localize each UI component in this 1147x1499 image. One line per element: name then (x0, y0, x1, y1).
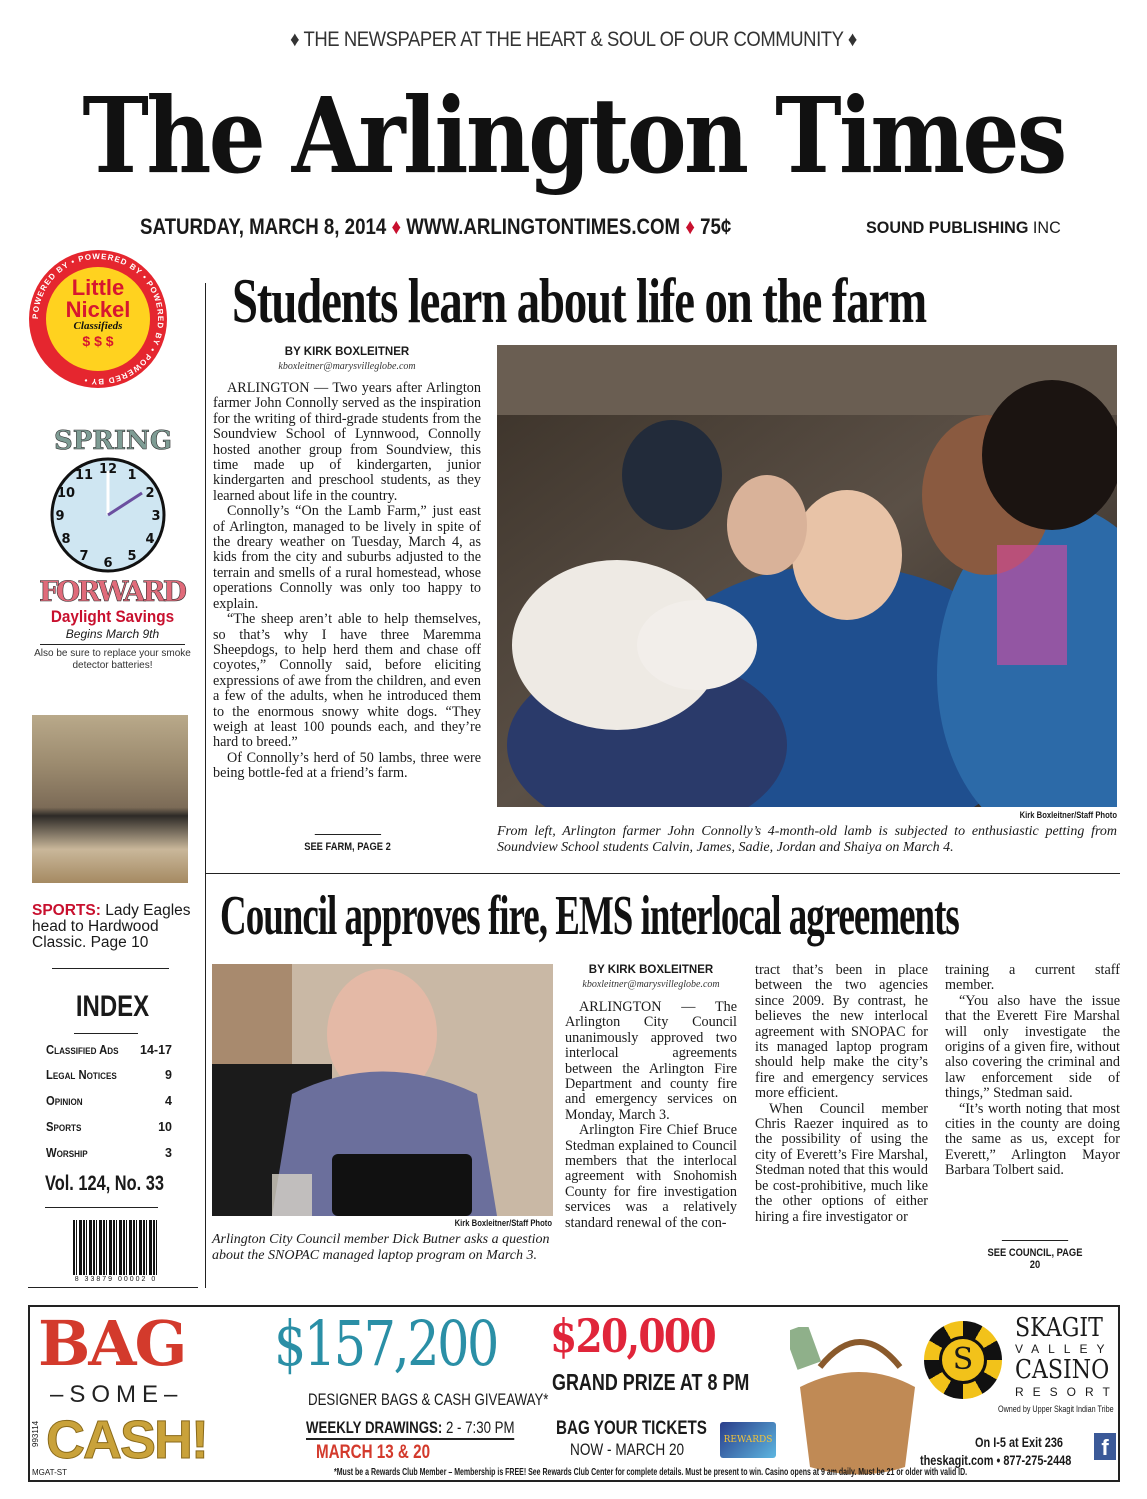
photo-credit: Kirk Boxleitner/Staff Photo (454, 1218, 552, 1228)
publisher (866, 218, 1061, 238)
svg-text:8: 8 (61, 532, 71, 547)
lamb-petting-photo[interactable] (497, 345, 1117, 807)
ad-id: 993114 (31, 1420, 40, 1447)
index-item[interactable] (46, 1094, 172, 1108)
ad-disclaimer: *Must be a Rewards Club Member – Membership is FREE! See Rewards Club Center for complete details. Must be present to win. Casino opens at 9 am daily. Must be 21 or older with valid ID. (334, 1467, 968, 1478)
ad-some-text: –SOME– (50, 1381, 184, 1408)
article-body (213, 381, 481, 782)
photo-caption: Arlington City Council member Dick Butner asks a question about the SNOPAC managed laptop program on March 3. (212, 1232, 550, 1263)
masthead-logo: The Arlington Times (82, 74, 1065, 197)
svg-text:POWERED BY • POWERED BY • POWE (31, 252, 165, 386)
svg-text:7: 7 (79, 549, 89, 564)
article-column (755, 963, 928, 1225)
index-title: INDEX (75, 990, 150, 1023)
paragraph: ARLINGTON — Two years after Arlington farmer John Connolly served as the inspiration for the writing of third-grade students from the Soundview School of Lynnwood, Connolly hosted another group from Soundview, this time made up of kindergarten, junior kindergarten and preschool students, as they learned about life in the country. (213, 380, 481, 504)
sports-teaser[interactable] (32, 903, 192, 951)
index-label: Worship (46, 1146, 88, 1160)
ad-tickets: BAG YOUR TICKETS (556, 1418, 707, 1439)
paragraph: Of Connolly’s herd of 50 lambs, three were being bottle-fed at a friend’s farm. (213, 749, 481, 782)
svg-text:2: 2 (145, 486, 155, 501)
index-page: 10 (158, 1120, 172, 1134)
byline: BY KIRK BOXLEITNER (284, 346, 410, 358)
sports-label: SPORTS: (32, 902, 101, 919)
story-headline[interactable]: Council approves fire, EMS interlocal agreements (220, 885, 959, 947)
index-item[interactable] (46, 1120, 172, 1134)
paragraph: “The sheep aren’t able to help themselves, so that’s why I have three Maremma Sheepdogs, to help herd them and chase off coyotes,” Connolly said, before eliciting expressions of awe from the children, and even a few of the adults, when he introduced them to the enormous snowy white dogs. “They weigh at least 100 pounds each, and they’re hard to breed.” (213, 611, 481, 751)
column-divider (205, 283, 206, 1288)
svg-text:4: 4 (145, 532, 155, 547)
ad-tickets-dates: NOW - MARCH 20 (570, 1440, 685, 1459)
photo-credit: Kirk Boxleitner/Staff Photo (1019, 810, 1117, 820)
index-page: 14-17 (140, 1043, 172, 1057)
index-item[interactable] (46, 1043, 172, 1057)
divider (40, 644, 185, 645)
svg-text:9: 9 (55, 509, 65, 524)
logo-text: Little (71, 275, 125, 300)
svg-text:12: 12 (98, 462, 118, 477)
index-label: Classified Ads (46, 1043, 119, 1057)
ad-cash-text: CASH! (46, 1410, 207, 1470)
website-link[interactable]: WWW.ARLINGTONTIMES.COM (406, 214, 681, 239)
index-page: 4 (165, 1094, 172, 1108)
svg-text:11: 11 (74, 468, 94, 483)
logo-text: Nickel (65, 297, 131, 322)
facebook-icon[interactable]: f (1094, 1433, 1116, 1460)
ad-code: MGAT-ST (32, 1468, 67, 1477)
index-page: 9 (165, 1068, 172, 1082)
paragraph: tract that’s been in place between the two agencies since 2009. By contrast, he believes the new interlocal agreement with SNOPAC for its managed laptop program should help make the city’s fire and emergency services more efficient. (755, 962, 928, 1102)
ad-drawing-dates: MARCH 13 & 20 (316, 1442, 431, 1463)
ad-giveaway: DESIGNER BAGS & CASH GIVEAWAY* (308, 1390, 549, 1409)
paragraph: training a current staff member. (945, 962, 1120, 994)
forward-text: FORWARD (39, 575, 187, 605)
basketball-photo[interactable] (32, 715, 188, 883)
casino-name-3: CASINO (1015, 1355, 1110, 1385)
ad-grand-prize: GRAND PRIZE AT 8 PM (552, 1369, 750, 1395)
index-item[interactable] (46, 1146, 172, 1160)
logo-text: Classifieds (73, 320, 123, 332)
casino-chip-logo: S (924, 1321, 1002, 1399)
barcode-number: 8 33879 00002 0 (66, 1276, 166, 1283)
photo-caption: From left, Arlington farmer John Connolly’s 4-month-old lamb is subjected to enthusiastic petting from Soundview School students Calvin, James, Sadie, Jordan and Shaiya on March 4. (497, 824, 1117, 855)
svg-text:6: 6 (103, 556, 113, 571)
sports-teaser-text: Lady Eagles head to Hardwood Classic. Page 10 (32, 902, 191, 951)
svg-text:5: 5 (127, 549, 137, 564)
handbag-image (790, 1327, 920, 1477)
ad-grand-amount: $20,000 (550, 1309, 715, 1363)
divider (28, 1287, 198, 1288)
spring-text: SPRING (53, 426, 173, 456)
council-member-photo[interactable] (212, 964, 553, 1216)
dateline (140, 214, 731, 240)
index-page: 3 (165, 1146, 172, 1160)
story-headline[interactable]: Students learn about life on the farm (232, 265, 927, 336)
casino-owner: Owned by Upper Skagit Indian Tribe (998, 1404, 1114, 1414)
logo-text: $ $ $ (82, 333, 114, 349)
author-email[interactable]: kboxleitner@marysvilleglobe.com (582, 979, 720, 990)
daylight-savings-notice (30, 607, 195, 672)
casino-name-1: SKAGIT (1015, 1313, 1103, 1343)
diamond-icon: ♦ (391, 214, 402, 239)
casino-location: On I-5 at Exit 236 (975, 1434, 1064, 1450)
casino-advertisement[interactable] (28, 1305, 1120, 1482)
paragraph: “It’s worth noting that most cities in the county are doing the same as us, except for Everett,” Arlington Mayor Barbara Tolbert said. (945, 1100, 1120, 1179)
ring-text: POWERED BY • POWERED BY • POWERED BY • POWERED BY • (30, 251, 166, 387)
paragraph: Arlington Fire Chief Bruce Stedman explained to Council members that the interlocal agreement with Snohomish County for fire investigation services was a relatively standard renewal of the con- (565, 1122, 737, 1231)
paragraph: When Council member Chris Raezer inquired as to the possibility of using the city of Everett’s Fire Marshal, Stedman noted that this would be cost-prohibitive, much like the other options of either hiring a fire investigator or (755, 1100, 928, 1225)
svg-text:10: 10 (56, 486, 76, 501)
powered-by-ring (29, 250, 167, 388)
volume-number: Vol. 124, No. 33 (45, 1172, 164, 1195)
weekly-time: 2 - 7:30 PM (442, 1418, 515, 1437)
rewards-card-icon: REWARDS (720, 1422, 776, 1458)
divider (45, 1207, 158, 1208)
dst-subtitle: Begins March 9th (65, 627, 160, 641)
svg-text:3: 3 (151, 509, 161, 524)
barcode (73, 1220, 157, 1275)
index-label: Legal Notices (46, 1068, 117, 1082)
paragraph: ARLINGTON — The Arlington City Council unanimously approved two interlocal agreements between the Arlington Fire Department and county fire and emergency services on Monday, March 3. (565, 999, 737, 1123)
spring-forward-clock-graphic[interactable] (38, 425, 188, 605)
paragraph: Connolly’s “On the Lamb Farm,” just east of Arlington, managed to be lively in spite of the dreary weather on Tuesday, March 4, as kids from the city and suburbs adjusted to the terrain and smells of a rural homestead, whose operations Connolly was only too happy to explain. (213, 503, 481, 612)
weekly-label: WEEKLY DRAWINGS: (306, 1418, 443, 1437)
publisher-suffix: INC (1032, 218, 1061, 237)
divider (74, 1033, 138, 1034)
casino-name-4: RESORT (1015, 1385, 1119, 1399)
casino-name-2: VALLEY (1015, 1342, 1114, 1356)
article-column (945, 963, 1120, 1179)
paragraph: “You also have the issue that the Everett Fire Marshal will only investigate the origins of a given fire, without also covering the criminal and law enforcement side of things,” Stedman said. (945, 992, 1120, 1102)
tagline: ♦ THE NEWSPAPER AT THE HEART & SOUL OF OUR COMMUNITY ♦ (290, 28, 857, 51)
byline: BY KIRK BOXLEITNER (588, 964, 714, 976)
publisher-name: SOUND PUBLISHING (866, 218, 1029, 237)
jump-link[interactable]: SEE COUNCIL, PAGE 20 (984, 1240, 1086, 1271)
index-label: Sports (46, 1120, 82, 1134)
dst-note: Also be sure to replace your smoke detector batteries! (34, 648, 191, 671)
section-divider (205, 873, 1120, 874)
author-email[interactable]: kboxleitner@marysvilleglobe.com (278, 361, 416, 372)
svg-text:1: 1 (127, 468, 137, 483)
ad-weekly-drawings (306, 1419, 515, 1440)
price: 75¢ (700, 214, 732, 239)
diamond-icon: ♦ (685, 214, 695, 239)
dst-title: Daylight Savings (50, 607, 175, 626)
index-item[interactable] (46, 1068, 172, 1082)
casino-contact[interactable]: theskagit.com • 877-275-2448 (920, 1452, 1072, 1468)
ad-total-amount: $157,200 (274, 1307, 497, 1380)
article-column (565, 1000, 737, 1231)
issue-date: SATURDAY, MARCH 8, 2014 (140, 214, 387, 239)
jump-link[interactable]: SEE FARM, PAGE 2 (299, 834, 397, 853)
ad-bag-text: BAG (38, 1307, 186, 1380)
divider (52, 968, 169, 969)
index-label: Opinion (46, 1094, 83, 1108)
